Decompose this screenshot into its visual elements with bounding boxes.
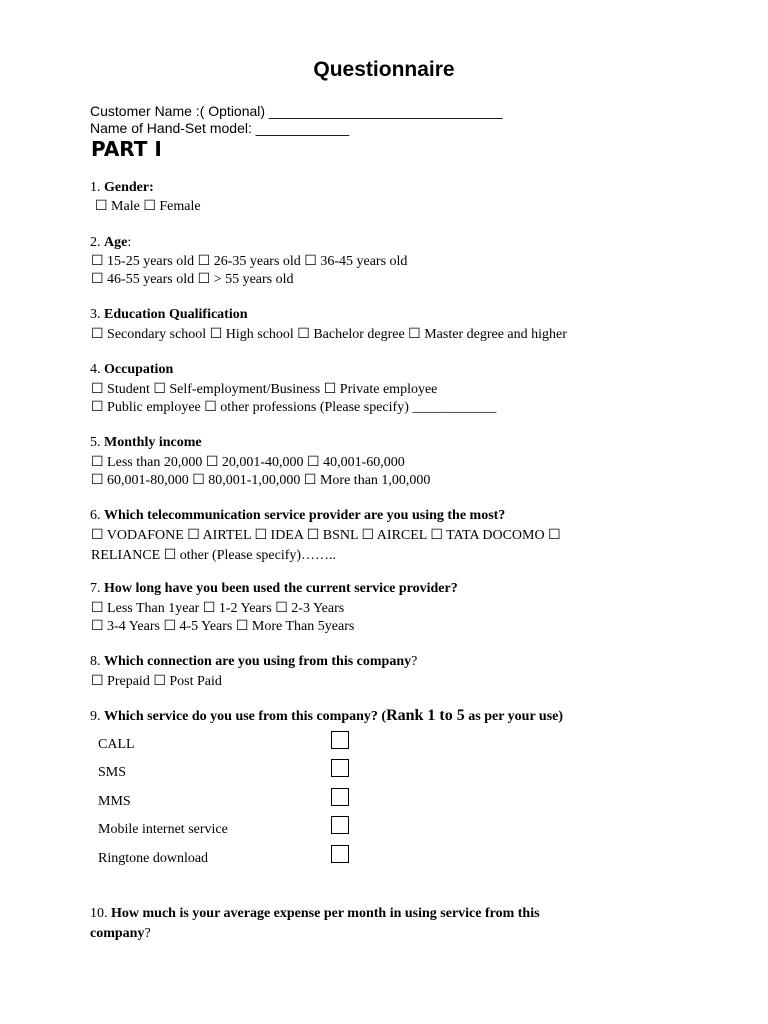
question-1 — [90, 180, 154, 196]
question-label-end: as per your use) — [464, 709, 564, 724]
question-10-continued — [90, 926, 151, 942]
question-6-options-row2: RELIANCE ☐ other (Please specify)…….. — [91, 548, 337, 563]
question-4-options-row1: ☐ Student ☐ Self-employment/Business ☐ Private employee — [91, 382, 438, 397]
page-title: Questionnaire — [313, 58, 455, 81]
question-label: How long have you been used the current service provider? — [104, 581, 458, 596]
question-label: Education Qualification — [104, 307, 248, 322]
question-number: 7. — [90, 581, 104, 596]
rank-item-ringtone: Ringtone download — [98, 851, 209, 866]
question-4 — [90, 362, 173, 378]
question-5-options-row2: ☐ 60,001-80,000 ☐ 80,001-1,00,000 ☐ More than 1,00,000 — [91, 473, 431, 488]
question-number: 9. — [90, 709, 104, 724]
question-3-options: ☐ Secondary school ☐ High school ☐ Bachelor degree ☐ Master degree and higher — [91, 327, 567, 342]
question-label: How much is your average expense per month in using service from this — [111, 906, 540, 921]
question-number: 2. — [90, 235, 104, 250]
question-suffix: : — [127, 235, 132, 250]
question-suffix: ? — [144, 926, 151, 941]
question-8-options: ☐ Prepaid ☐ Post Paid — [91, 674, 222, 689]
question-3 — [90, 307, 248, 323]
rank-box-mobile-internet[interactable] — [331, 816, 349, 834]
question-number: 1. — [90, 180, 104, 195]
question-7-options-row2: ☐ 3-4 Years ☐ 4-5 Years ☐ More Than 5years — [91, 619, 355, 634]
question-5-options-row1: ☐ Less than 20,000 ☐ 20,001-40,000 ☐ 40,001-60,000 — [91, 455, 405, 470]
question-2 — [90, 235, 131, 251]
rank-item-sms: SMS — [98, 765, 127, 780]
question-label: Monthly income — [104, 435, 202, 450]
handset-model-field: Name of Hand-Set model: ____________ — [90, 120, 350, 136]
rank-instruction: Rank 1 to 5 — [386, 707, 465, 724]
question-10 — [90, 906, 540, 922]
question-7-options-row1: ☐ Less Than 1year ☐ 1-2 Years ☐ 2-3 Years — [91, 601, 345, 616]
question-number: 8. — [90, 654, 104, 669]
rank-box-mms[interactable] — [331, 788, 349, 806]
question-label-continued: company — [90, 926, 145, 941]
part-heading: PART I — [91, 137, 162, 161]
rank-item-mobile-internet: Mobile internet service — [98, 822, 228, 837]
question-2-options-row2: ☐ 46-55 years old ☐ > 55 years old — [91, 272, 294, 287]
question-5 — [90, 435, 202, 451]
question-number: 4. — [90, 362, 104, 377]
question-9 — [90, 707, 563, 725]
question-8 — [90, 654, 417, 670]
question-1-options: ☐ Male ☐ Female — [95, 199, 201, 214]
question-number: 5. — [90, 435, 104, 450]
question-number: 3. — [90, 307, 104, 322]
rank-item-call: CALL — [98, 737, 135, 752]
question-6 — [90, 508, 505, 524]
question-4-options-row2: ☐ Public employee ☐ other professions (Please specify) ____________ — [91, 400, 497, 415]
customer-name-field: Customer Name :( Optional) ______________________________ — [90, 103, 503, 119]
rank-box-ringtone[interactable] — [331, 845, 349, 863]
question-label: Which telecommunication service provider are you using the most? — [104, 508, 506, 523]
rank-box-call[interactable] — [331, 731, 349, 749]
question-label: Which connection are you using from this company — [104, 654, 412, 669]
question-7 — [90, 581, 458, 597]
rank-box-sms[interactable] — [331, 759, 349, 777]
question-label: Occupation — [104, 362, 174, 377]
question-6-options-row1: ☐ VODAFONE ☐ AIRTEL ☐ IDEA ☐ BSNL ☐ AIRCEL ☐ TATA DOCOMO ☐ — [91, 528, 561, 543]
question-label: Gender: — [104, 180, 154, 195]
rank-item-mms: MMS — [98, 794, 131, 809]
question-label: Which service do you use from this company? ( — [104, 709, 387, 724]
question-number: 10. — [90, 906, 111, 921]
question-suffix: ? — [411, 654, 418, 669]
question-label: Age — [104, 235, 128, 250]
question-number: 6. — [90, 508, 104, 523]
question-2-options-row1: ☐ 15-25 years old ☐ 26-35 years old ☐ 36-45 years old — [91, 254, 408, 269]
